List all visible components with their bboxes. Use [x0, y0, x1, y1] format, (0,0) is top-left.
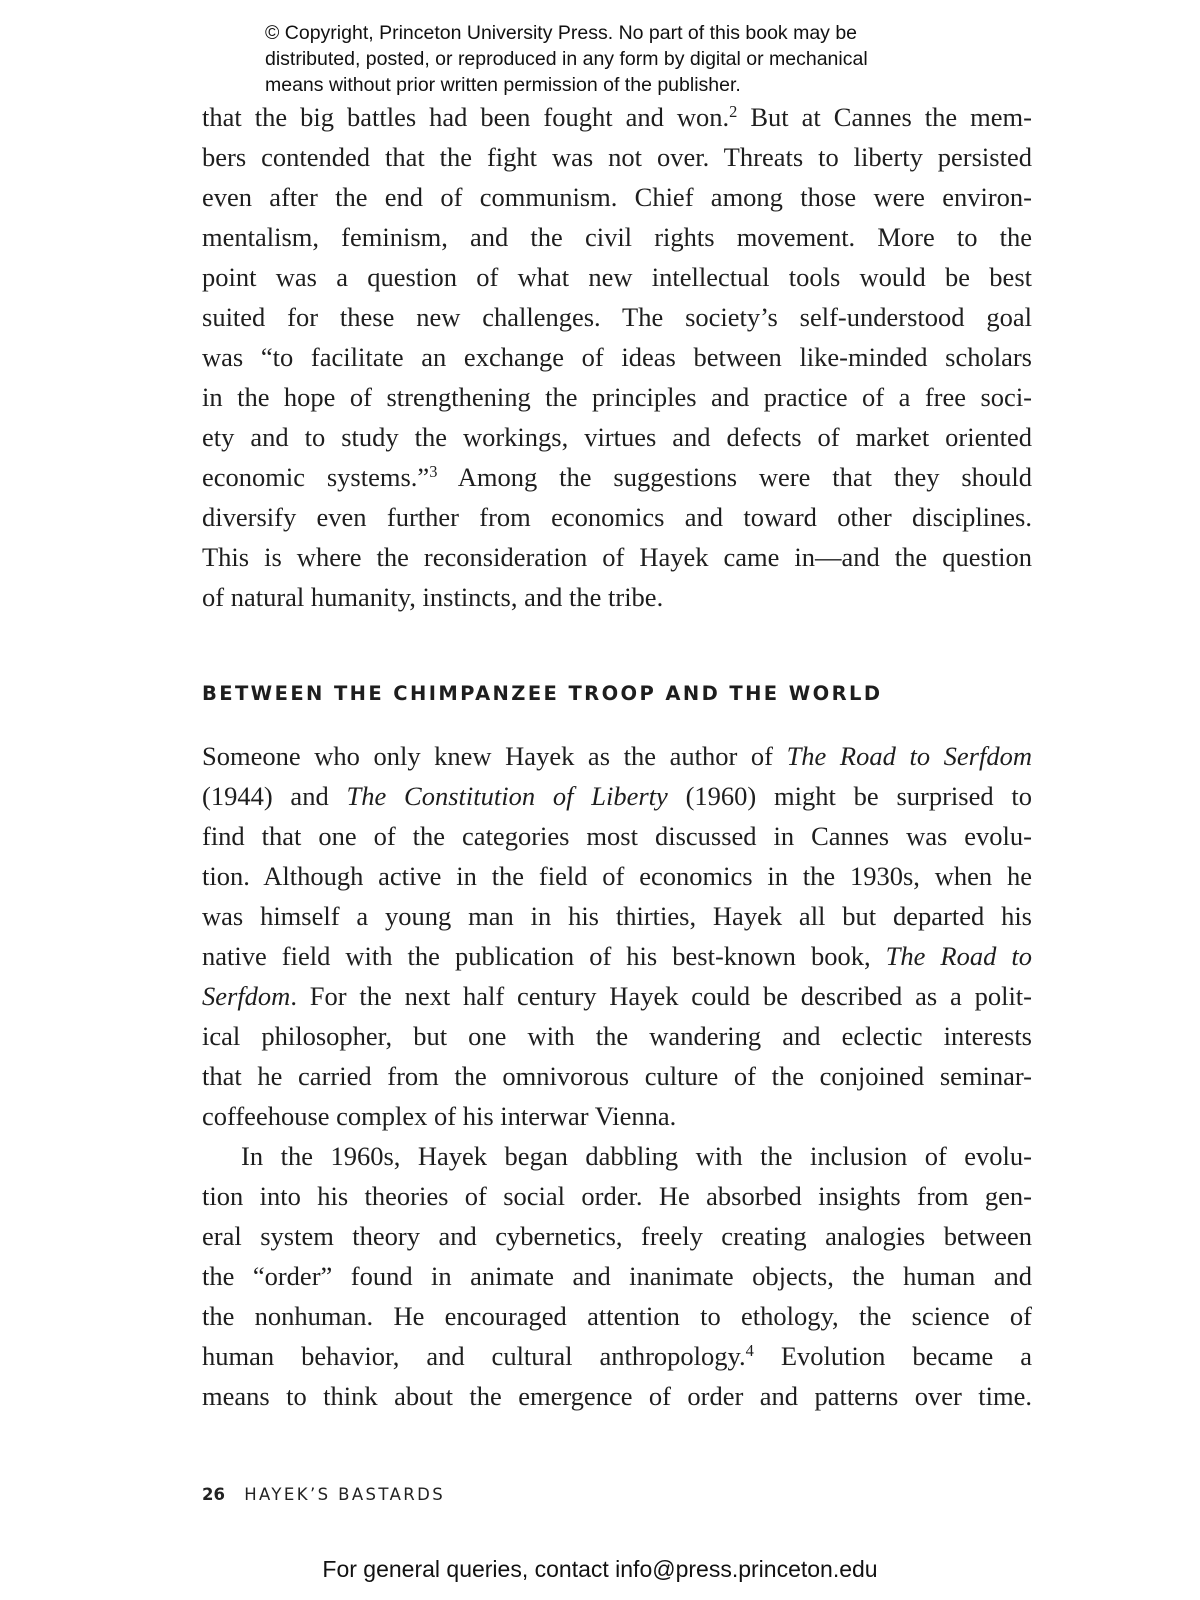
text-line: that he carried from the omnivorous culture of the conjoined seminar- [202, 1061, 1032, 1091]
text-line: point was a question of what new intellectual tools would be best [202, 262, 1032, 292]
text-line [202, 776, 1032, 816]
book-title: Serfdom [202, 981, 291, 1011]
text-line: even after the end of communism. Chief among those were environ- [202, 182, 1032, 212]
text-segment: native field with the publication of his best-known book, [202, 941, 886, 971]
text-segment: But at Cannes the mem- [737, 102, 1032, 132]
text-line: was “to facilitate an exchange of ideas between like-minded scholars [202, 342, 1032, 372]
text-segment: Evolution became a [753, 1341, 1032, 1371]
copyright-line: distributed, posted, or reproduced in any form by digital or mechanical [265, 48, 868, 70]
text-line: the nonhuman. He encouraged attention to ethology, the science of [202, 1301, 1032, 1331]
text-segment: human behavior, and cultural anthropology. [202, 1341, 746, 1371]
paragraph-2 [202, 736, 1032, 1416]
text-line: This is where the reconsideration of Hayek came in—and the question [202, 542, 1032, 572]
text-segment: that the big battles had been fought and won. [202, 102, 730, 132]
page-folio [202, 1485, 445, 1504]
text-line [202, 97, 1032, 137]
text-line: the “order” found in animate and inanimate objects, the human and [202, 1261, 1032, 1291]
text-line [202, 1336, 1032, 1376]
text-line: was himself a young man in his thirties, Hayek all but departed his [202, 901, 1032, 931]
book-title: The Road to Serfdom [786, 741, 1032, 771]
copyright-line: means without prior written permission of the publisher. [265, 74, 741, 96]
text-line: means to think about the emergence of order and patterns over time. [202, 1381, 1032, 1411]
footnote-ref: 2 [729, 101, 738, 121]
text-line: In the 1960s, Hayek began dabbling with the inclusion of evolu- [241, 1141, 1032, 1171]
text-line [202, 457, 1032, 497]
text-line: coffeehouse complex of his interwar Vienna. [202, 1101, 677, 1131]
page-number: 26 [202, 1485, 225, 1504]
text-line: ical philosopher, but one with the wandering and eclectic interests [202, 1021, 1032, 1051]
book-title: The Constitution of Liberty [346, 781, 668, 811]
text-segment: Among the suggestions were that they should [437, 462, 1032, 492]
text-line [202, 936, 1032, 976]
footnote-ref: 3 [429, 461, 438, 481]
text-segment: . For the next half century Hayek could be described as a polit- [290, 981, 1032, 1011]
copyright-line: © Copyright, Princeton University Press. No part of this book may be [265, 22, 858, 44]
text-line: eral system theory and cybernetics, freely creating analogies between [202, 1221, 1032, 1251]
text-segment: Someone who only knew Hayek as the author of [202, 741, 787, 771]
text-line: find that one of the categories most discussed in Cannes was evolu- [202, 821, 1032, 851]
text-segment: (1960) might be surprised to [667, 781, 1032, 811]
book-title: The Road to [885, 941, 1032, 971]
text-line: diversify even further from economics and toward other disciplines. [202, 502, 1032, 532]
copyright-notice [265, 20, 985, 98]
text-line: mentalism, feminism, and the civil rights movement. More to the [202, 222, 1032, 252]
text-line: in the hope of strengthening the principles and practice of a free soci- [202, 382, 1032, 412]
text-line: suited for these new challenges. The society’s self-understood goal [202, 302, 1032, 332]
section-heading: BETWEEN THE CHIMPANZEE TROOP AND THE WORLD [202, 682, 883, 705]
text-line: tion into his theories of social order. He absorbed insights from gen- [202, 1181, 1032, 1211]
footnote-ref: 4 [745, 1340, 754, 1360]
text-line [202, 976, 1032, 1016]
paragraph-1 [202, 97, 1032, 617]
text-line [202, 736, 1032, 776]
text-line: bers contended that the fight was not over. Threats to liberty persisted [202, 142, 1032, 172]
text-line: tion. Although active in the field of economics in the 1930s, when he [202, 861, 1032, 891]
text-segment: (1944) and [202, 781, 347, 811]
text-segment: economic systems.” [202, 462, 430, 492]
text-line: of natural humanity, instincts, and the tribe. [202, 582, 664, 612]
text-line: ety and to study the workings, virtues and defects of market oriented [202, 422, 1032, 452]
footer-contact: For general queries, contact info@press.princeton.edu [322, 1556, 878, 1582]
running-title: HAYEK’S BASTARDS [244, 1485, 446, 1504]
